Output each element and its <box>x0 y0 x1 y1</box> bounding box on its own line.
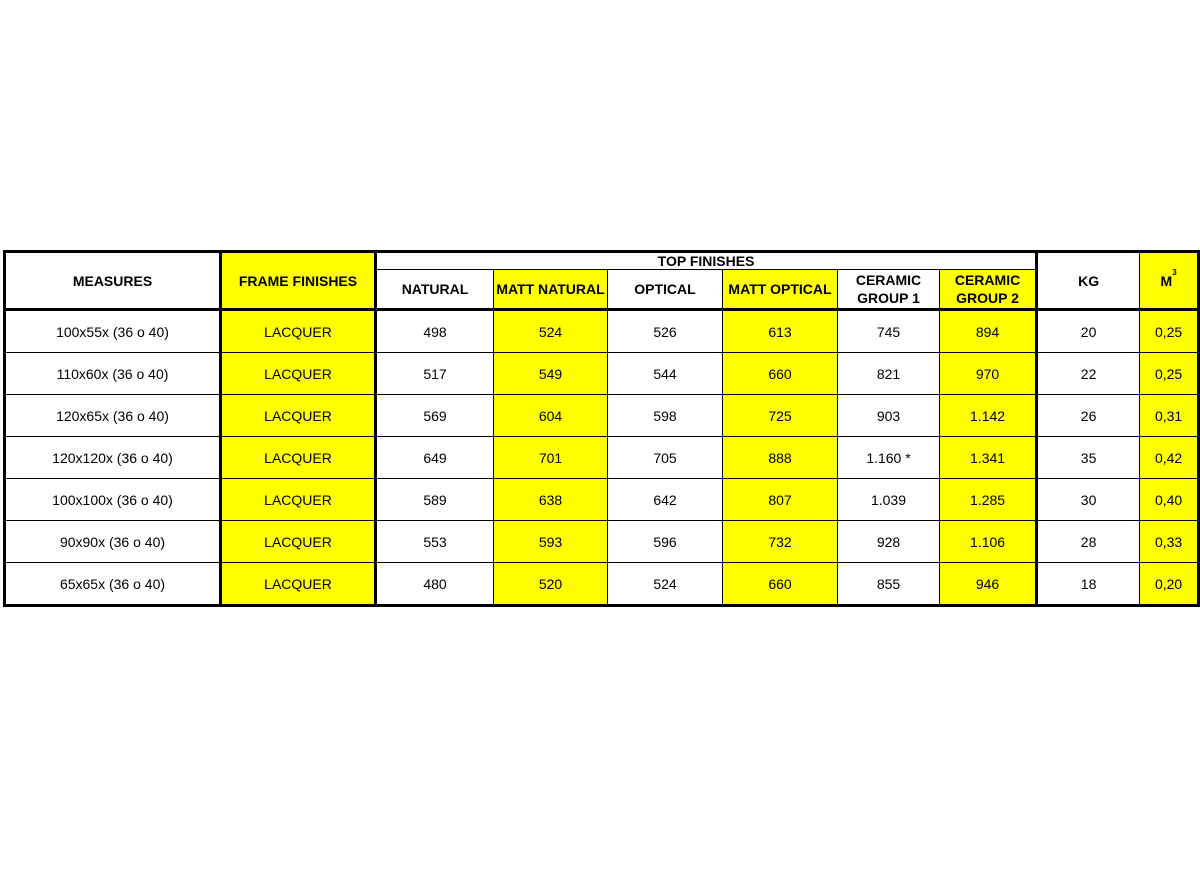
header-frame-finishes: FRAME FINISHES <box>221 252 376 310</box>
cell-matt-optical: 725 <box>723 395 838 437</box>
cell-kg: 18 <box>1037 563 1140 606</box>
price-table <box>3 250 1200 607</box>
cell-ceramic-group-1: 903 <box>838 395 940 437</box>
cell-ceramic-group-2: 894 <box>940 310 1037 353</box>
header-matt-optical: MATT OPTICAL <box>723 270 838 310</box>
cell-kg: 35 <box>1037 437 1140 479</box>
cell-natural: 480 <box>376 563 494 606</box>
cell-matt-natural: 604 <box>494 395 608 437</box>
cell-measure: 100x100x (36 o 40) <box>5 479 221 521</box>
header-optical: OPTICAL <box>608 270 723 310</box>
cell-ceramic-group-1: 745 <box>838 310 940 353</box>
cell-matt-optical: 660 <box>723 353 838 395</box>
cell-matt-natural: 520 <box>494 563 608 606</box>
cell-optical: 544 <box>608 353 723 395</box>
cell-optical: 524 <box>608 563 723 606</box>
cell-ceramic-group-2: 1.142 <box>940 395 1037 437</box>
cell-optical: 705 <box>608 437 723 479</box>
cell-m3: 0,25 <box>1140 353 1199 395</box>
cell-matt-optical: 660 <box>723 563 838 606</box>
header-ceramic-group-2: CERAMIC GROUP 2 <box>940 270 1037 310</box>
cell-ceramic-group-1: 1.160 * <box>838 437 940 479</box>
cell-optical: 596 <box>608 521 723 563</box>
cell-matt-natural: 524 <box>494 310 608 353</box>
cell-matt-optical: 732 <box>723 521 838 563</box>
cell-m3: 0,42 <box>1140 437 1199 479</box>
table-row <box>5 395 1199 437</box>
cell-ceramic-group-2: 970 <box>940 353 1037 395</box>
cell-kg: 20 <box>1037 310 1140 353</box>
cell-measure: 120x65x (36 o 40) <box>5 395 221 437</box>
cell-frame-finish: LACQUER <box>221 521 376 563</box>
table-row <box>5 353 1199 395</box>
cell-ceramic-group-1: 821 <box>838 353 940 395</box>
cell-matt-natural: 593 <box>494 521 608 563</box>
cell-natural: 553 <box>376 521 494 563</box>
cell-frame-finish: LACQUER <box>221 563 376 606</box>
header-top-finishes: TOP FINISHES <box>376 252 1037 270</box>
cell-natural: 569 <box>376 395 494 437</box>
cell-natural: 589 <box>376 479 494 521</box>
cell-m3: 0,33 <box>1140 521 1199 563</box>
cell-ceramic-group-2: 1.341 <box>940 437 1037 479</box>
header-m3: $M^3$ <box>1140 252 1199 310</box>
cell-ceramic-group-1: 928 <box>838 521 940 563</box>
cell-optical: 642 <box>608 479 723 521</box>
cell-matt-optical: 613 <box>723 310 838 353</box>
cell-matt-natural: 638 <box>494 479 608 521</box>
cell-measure: 65x65x (36 o 40) <box>5 563 221 606</box>
cell-frame-finish: LACQUER <box>221 310 376 353</box>
cell-measure: 90x90x (36 o 40) <box>5 521 221 563</box>
cell-kg: 28 <box>1037 521 1140 563</box>
cell-optical: 598 <box>608 395 723 437</box>
cell-measure: 110x60x (36 o 40) <box>5 353 221 395</box>
table-row <box>5 563 1199 606</box>
cell-frame-finish: LACQUER <box>221 353 376 395</box>
cell-kg: 26 <box>1037 395 1140 437</box>
header-ceramic-group-1: CERAMIC GROUP 1 <box>838 270 940 310</box>
cell-kg: 30 <box>1037 479 1140 521</box>
cell-natural: 517 <box>376 353 494 395</box>
cell-frame-finish: LACQUER <box>221 437 376 479</box>
cell-matt-natural: 701 <box>494 437 608 479</box>
cell-m3: 0,25 <box>1140 310 1199 353</box>
cell-ceramic-group-2: 1.285 <box>940 479 1037 521</box>
cell-matt-optical: 807 <box>723 479 838 521</box>
cell-frame-finish: LACQUER <box>221 479 376 521</box>
cell-ceramic-group-2: 946 <box>940 563 1037 606</box>
cell-natural: 498 <box>376 310 494 353</box>
cell-ceramic-group-1: 1.039 <box>838 479 940 521</box>
cell-m3: 0,40 <box>1140 479 1199 521</box>
table-row <box>5 437 1199 479</box>
cell-natural: 649 <box>376 437 494 479</box>
header-natural: NATURAL <box>376 270 494 310</box>
cell-m3: 0,20 <box>1140 563 1199 606</box>
header-kg: KG <box>1037 252 1140 310</box>
table-row <box>5 310 1199 353</box>
header-measures: MEASURES <box>5 252 221 310</box>
cell-matt-natural: 549 <box>494 353 608 395</box>
table-row <box>5 521 1199 563</box>
cell-measure: 100x55x (36 o 40) <box>5 310 221 353</box>
cell-frame-finish: LACQUER <box>221 395 376 437</box>
cell-kg: 22 <box>1037 353 1140 395</box>
cell-ceramic-group-2: 1.106 <box>940 521 1037 563</box>
header-matt-natural: MATT NATURAL <box>494 270 608 310</box>
cell-m3: 0,31 <box>1140 395 1199 437</box>
cell-ceramic-group-1: 855 <box>838 563 940 606</box>
table-body <box>5 310 1199 606</box>
cell-matt-optical: 888 <box>723 437 838 479</box>
cell-measure: 120x120x (36 o 40) <box>5 437 221 479</box>
cell-optical: 526 <box>608 310 723 353</box>
table-row <box>5 479 1199 521</box>
